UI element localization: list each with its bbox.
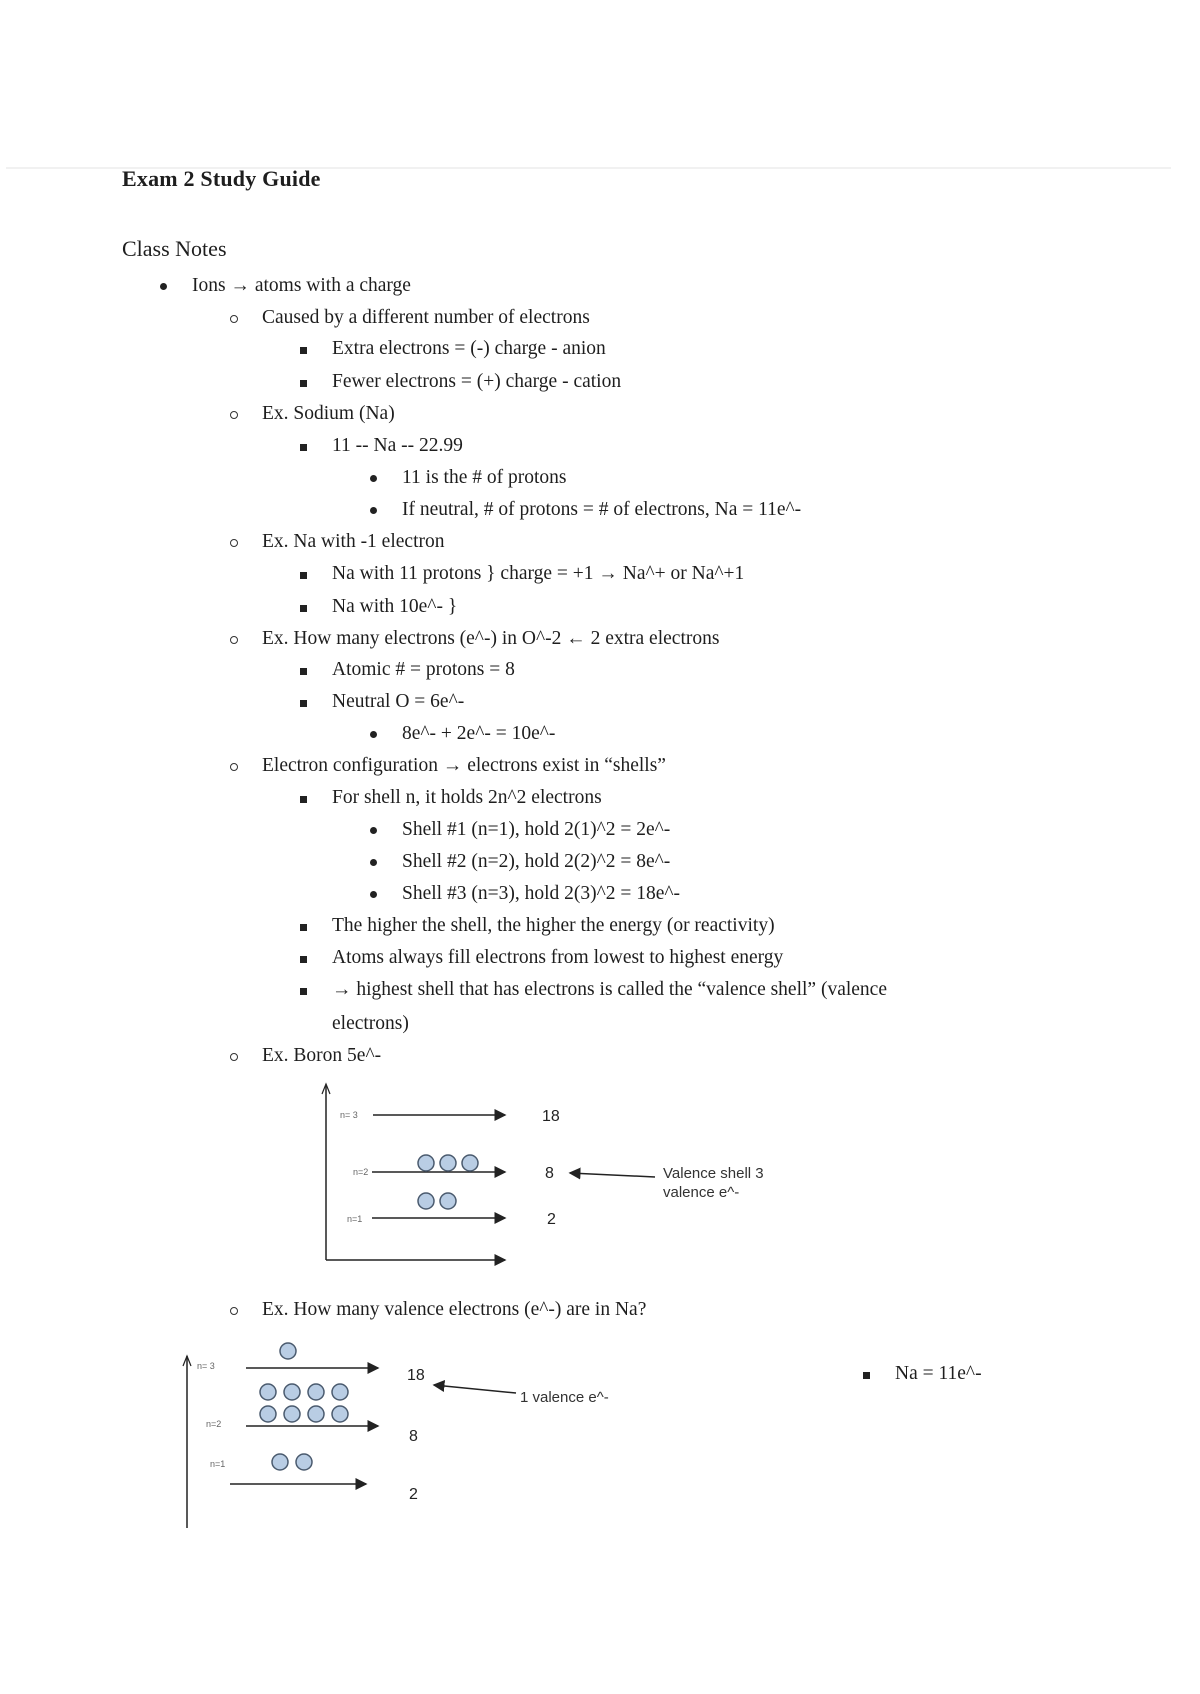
- note-line: [402, 722, 555, 746]
- sodium-shell-capacity: 2: [409, 1486, 418, 1503]
- electron: [296, 1454, 312, 1470]
- note-line: [262, 1044, 381, 1068]
- annotation-text: Valence shell 3: [663, 1165, 764, 1182]
- electron: [284, 1384, 300, 1400]
- note-line: [332, 978, 887, 1002]
- sodium-shell-label: n= 3: [197, 1361, 215, 1371]
- sodium-shell-capacity: 18: [407, 1367, 425, 1384]
- electron: [308, 1384, 324, 1400]
- note-text: Atomic # = protons = 8: [332, 659, 515, 680]
- note-line: [402, 850, 670, 874]
- note-text: For shell n, it holds 2n^2 electrons: [332, 787, 602, 808]
- note-line: [262, 530, 444, 554]
- note-text: If neutral, # of protons = # of electrons, Na = 11e^-: [402, 499, 802, 520]
- note-text: Shell #3 (n=3), hold 2(3)^2 = 18e^-: [402, 883, 681, 904]
- note-text: Extra electrons = (-) charge - anion: [332, 338, 606, 359]
- note-text: electrons): [332, 1013, 409, 1034]
- note-text: Neutral O = 6e^-: [332, 691, 465, 712]
- boron-shell-capacity: 18: [542, 1108, 560, 1125]
- annotation-arrow: [434, 1385, 516, 1393]
- note-line: [332, 690, 464, 714]
- note-text: 8e^- + 2e^- = 10e^-: [402, 723, 556, 744]
- electron: [418, 1193, 434, 1209]
- electron: [308, 1406, 324, 1422]
- note-text: Shell #2 (n=2), hold 2(2)^2 = 8e^-: [402, 851, 671, 872]
- note-line: [262, 402, 395, 426]
- sodium-shell-capacity: 8: [409, 1428, 418, 1445]
- note-line: [262, 306, 590, 330]
- boron-shell-capacity: 8: [545, 1165, 554, 1182]
- note-text: Ex. How many electrons (e^-) in O^-2 ← 2 extra electrons: [262, 628, 720, 649]
- note-text: Ex. How many valence electrons (e^-) are in Na?: [262, 1299, 647, 1320]
- note-line: [332, 595, 457, 619]
- note-line: [332, 337, 606, 361]
- electron: [260, 1406, 276, 1422]
- boron-shell-label: n=1: [347, 1214, 363, 1224]
- note-line: [332, 434, 463, 458]
- note-line: [262, 627, 719, 651]
- boron-shell-diagram: [300, 1080, 820, 1270]
- note-text: Shell #1 (n=1), hold 2(1)^2 = 2e^-: [402, 819, 671, 840]
- note-text: Ex. Na with -1 electron: [262, 531, 445, 552]
- sodium-side-note: [895, 1362, 982, 1386]
- electron: [440, 1155, 456, 1171]
- note-text: Ex. Boron 5e^-: [262, 1045, 382, 1066]
- note-line: [332, 370, 621, 394]
- note-text: Ions → atoms with a charge: [192, 275, 411, 296]
- note-line: [332, 1012, 409, 1036]
- side-note-text: Na = 11e^-: [895, 1363, 982, 1384]
- note-text: 11 is the # of protons: [402, 467, 567, 488]
- note-text: Atoms always fill electrons from lowest to highest energy: [332, 947, 784, 968]
- note-line: [402, 466, 566, 490]
- electron: [260, 1384, 276, 1400]
- annotation-arrow: [570, 1173, 655, 1177]
- note-line: [402, 882, 680, 906]
- note-text: Fewer electrons = (+) charge - cation: [332, 371, 622, 392]
- page-title: Exam 2 Study Guide: [122, 166, 321, 191]
- note-line: [332, 562, 744, 586]
- note-line: [262, 754, 666, 778]
- electron: [284, 1406, 300, 1422]
- note-text: 11 -- Na -- 22.99: [332, 435, 463, 456]
- note-line: [332, 914, 775, 938]
- boron-shell-label: n= 3: [340, 1110, 358, 1120]
- electron: [418, 1155, 434, 1171]
- note-text: Na with 10e^- }: [332, 596, 458, 617]
- annotation-text: valence e^-: [663, 1184, 740, 1201]
- note-text: Ex. Sodium (Na): [262, 403, 395, 424]
- section-heading: Class Notes: [122, 236, 227, 261]
- note-line: [262, 1298, 646, 1322]
- electron: [280, 1343, 296, 1359]
- electron: [332, 1406, 348, 1422]
- note-text: The higher the shell, the higher the energy (or reactivity): [332, 915, 775, 936]
- note-text: Caused by a different number of electrons: [262, 307, 590, 328]
- annotation-text: 1 valence e^-: [520, 1389, 609, 1406]
- note-line: [332, 658, 515, 682]
- note-line: [402, 498, 801, 522]
- note-line: [332, 946, 783, 970]
- sodium-shell-label: n=2: [206, 1419, 222, 1429]
- sodium-shell-label: n=1: [210, 1459, 226, 1469]
- boron-shell-capacity: 2: [547, 1211, 556, 1228]
- note-text: Electron configuration → electrons exist in “shells”: [262, 755, 666, 776]
- note-line: [192, 274, 411, 298]
- note-line: [402, 818, 670, 842]
- note-text: → highest shell that has electrons is called the “valence shell” (valence: [332, 979, 887, 1000]
- electron: [272, 1454, 288, 1470]
- electron: [440, 1193, 456, 1209]
- electron: [462, 1155, 478, 1171]
- boron-shell-label: n=2: [353, 1167, 369, 1177]
- note-text: Na with 11 protons } charge = +1 → Na^+ or Na^+1: [332, 563, 745, 584]
- electron: [332, 1384, 348, 1400]
- sodium-shell-diagram: [170, 1338, 690, 1533]
- note-line: [332, 786, 602, 810]
